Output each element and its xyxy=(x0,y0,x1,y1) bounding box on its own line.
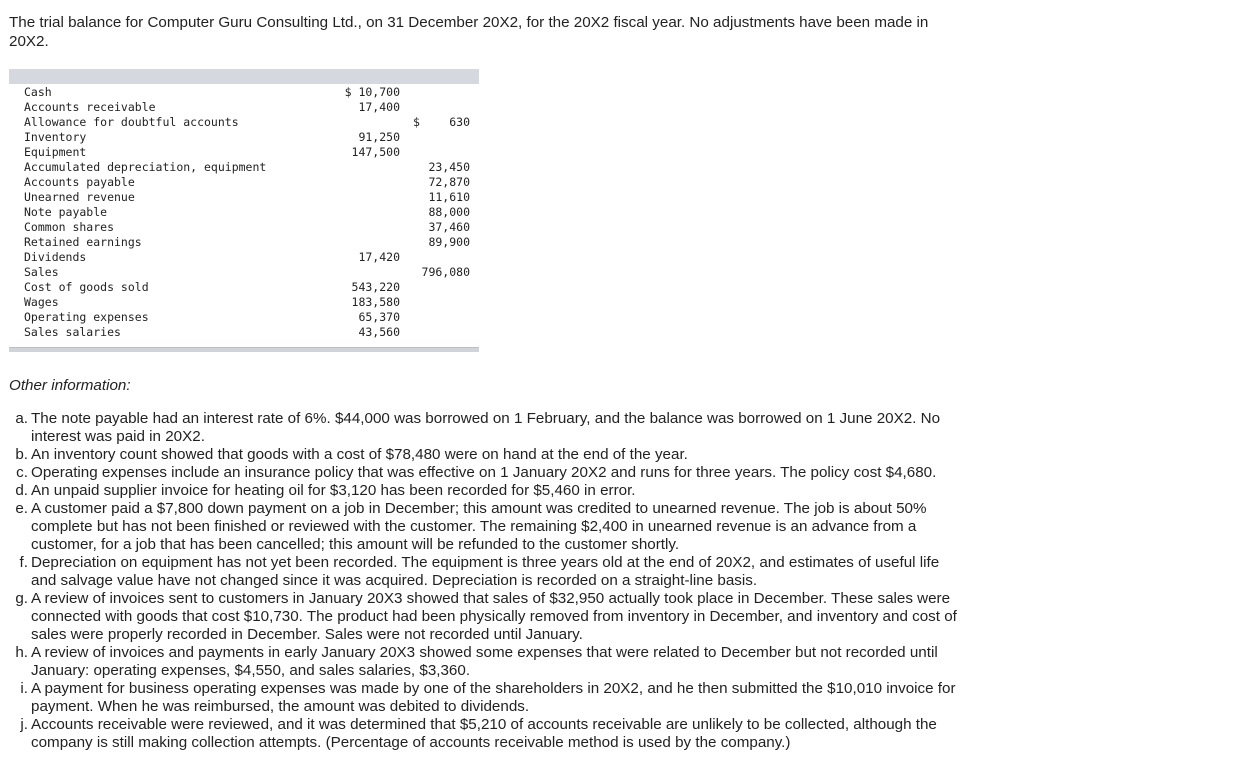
note-text: Operating expenses include an insurance policy that was effective on 1 January 20X2 and runs for three years. The policy cost $4,680. xyxy=(31,464,937,481)
list-item xyxy=(12,500,962,554)
account-name: Accumulated depreciation, equipment xyxy=(24,160,267,174)
notes-list xyxy=(12,410,962,752)
account-name: Inventory xyxy=(24,130,87,144)
note-letter: f. xyxy=(19,554,28,571)
note-letter: c. xyxy=(16,464,28,481)
note-letter: a. xyxy=(15,410,28,427)
note-letter: h. xyxy=(15,644,28,661)
other-information-heading: Other information: xyxy=(9,377,131,394)
debit-amount: 43,560 xyxy=(358,325,400,339)
note-text: A payment for business operating expenses was made by one of the shareholders in 20X2, and he then submitted the $10,010 invoice for payment. When he was reimbursed, the amount was debited to dividends. xyxy=(31,680,956,715)
table-row xyxy=(9,250,479,265)
credit-amount: 796,080 xyxy=(421,265,470,279)
note-text: An inventory count showed that goods with a cost of $78,480 were on hand at the end of the year. xyxy=(31,446,688,463)
list-item xyxy=(12,644,962,680)
account-name: Operating expenses xyxy=(24,310,149,324)
credit-amount: 88,000 xyxy=(428,205,470,219)
trial-balance-table xyxy=(9,69,479,354)
credit-amount: 89,900 xyxy=(428,235,470,249)
debit-amount: 543,220 xyxy=(351,280,400,294)
table-row xyxy=(9,220,479,235)
table-row xyxy=(9,310,479,325)
debit-amount: 17,400 xyxy=(358,100,400,114)
list-item xyxy=(12,590,962,644)
table-row xyxy=(9,160,479,175)
note-letter: i. xyxy=(20,680,28,697)
debit-amount: 17,420 xyxy=(358,250,400,264)
debit-amount: 147,500 xyxy=(351,145,400,159)
account-name: Accounts payable xyxy=(24,175,135,189)
account-name: Equipment xyxy=(24,145,87,159)
account-name: Accounts receivable xyxy=(24,100,156,114)
table-row xyxy=(9,280,479,295)
debit-amount: 183,580 xyxy=(351,295,400,309)
list-item xyxy=(12,680,962,716)
list-item xyxy=(12,716,962,752)
account-name: Retained earnings xyxy=(24,235,142,249)
account-name: Allowance for doubtful accounts xyxy=(24,115,239,129)
account-name: Unearned revenue xyxy=(24,190,135,204)
note-letter: b. xyxy=(15,446,28,463)
table-row xyxy=(9,325,479,340)
note-text: The note payable had an interest rate of 6%. $44,000 was borrowed on 1 February, and the balance was borrowed on 1 June 20X2. No interest was paid in 20X2. xyxy=(31,410,941,445)
credit-amount: 630 xyxy=(449,115,470,129)
table-row xyxy=(9,205,479,220)
table-row xyxy=(9,190,479,205)
account-name: Sales xyxy=(24,265,59,279)
table-row xyxy=(9,100,479,115)
note-text: Depreciation on equipment has not yet been recorded. The equipment is three years old at the end of 20X2, and estimates of useful life and salvage value have not changed since it was acquired. Depreciation is recorded on a straight-line basis. xyxy=(31,554,940,589)
account-name: Cash xyxy=(24,85,52,99)
table-row xyxy=(9,175,479,190)
account-name: Cost of goods sold xyxy=(24,280,149,294)
note-letter: g. xyxy=(15,590,28,607)
table-row xyxy=(9,85,479,100)
debit-amount: 91,250 xyxy=(358,130,400,144)
note-text: An unpaid supplier invoice for heating oil for $3,120 has been recorded for $5,460 in error. xyxy=(31,482,636,499)
table-row xyxy=(9,295,479,310)
list-item xyxy=(12,554,962,590)
note-text: A customer paid a $7,800 down payment on a job in December; this amount was credited to unearned revenue. The job is about 50% complete but has not been finished or reviewed with the customer. The remaining $2,400 in unearned revenue is an advance from a customer, for a job that has been cancelled; this amount will be refunded to the customer shortly. xyxy=(31,500,927,553)
credit-dollar-sign: $ xyxy=(413,115,420,129)
debit-amount: $ 10,700 xyxy=(344,85,400,99)
intro-paragraph: The trial balance for Computer Guru Consulting Ltd., on 31 December 20X2, for the 20X2 fiscal year. No adjustments have been made in 20X2. xyxy=(9,14,929,50)
note-text: A review of invoices sent to customers in January 20X3 showed that sales of $32,950 actually took place in December. These sales were connected with goods that cost $10,730. The product had been physically removed from inventory in December, and inventory and cost of sales were properly recorded in December. Sales were not recorded until January. xyxy=(31,590,957,643)
table-row xyxy=(9,115,479,130)
account-name: Sales salaries xyxy=(24,325,121,339)
account-name: Dividends xyxy=(24,250,87,264)
list-item xyxy=(12,410,962,446)
credit-amount: 23,450 xyxy=(428,160,470,174)
note-text: A review of invoices and payments in early January 20X3 showed some expenses that were related to December but not recorded until January: operating expenses, $4,550, and sales salaries, $3,360. xyxy=(31,644,938,679)
table-row xyxy=(9,235,479,250)
credit-amount: 72,870 xyxy=(428,175,470,189)
table-row xyxy=(9,130,479,145)
list-item xyxy=(12,464,962,482)
list-item xyxy=(12,482,962,500)
account-name: Note payable xyxy=(24,205,108,219)
table-header-bar xyxy=(9,69,479,84)
list-item xyxy=(12,446,962,464)
account-name: Wages xyxy=(24,295,59,309)
note-text: Accounts receivable were reviewed, and it was determined that $5,210 of accounts receivable are unlikely to be collected, although the company is still making collection attempts. (Percentage of accounts receivable method is used by the company.) xyxy=(31,716,937,751)
note-letter: j. xyxy=(20,716,28,733)
table-footer-bar xyxy=(9,347,479,352)
debit-amount: 65,370 xyxy=(358,310,400,324)
note-letter: e. xyxy=(15,500,28,517)
account-name: Common shares xyxy=(24,220,115,234)
credit-amount: 11,610 xyxy=(428,190,470,204)
table-row xyxy=(9,145,479,160)
credit-amount: 37,460 xyxy=(428,220,470,234)
table-row xyxy=(9,265,479,280)
table-body xyxy=(9,85,479,340)
note-letter: d. xyxy=(15,482,28,499)
